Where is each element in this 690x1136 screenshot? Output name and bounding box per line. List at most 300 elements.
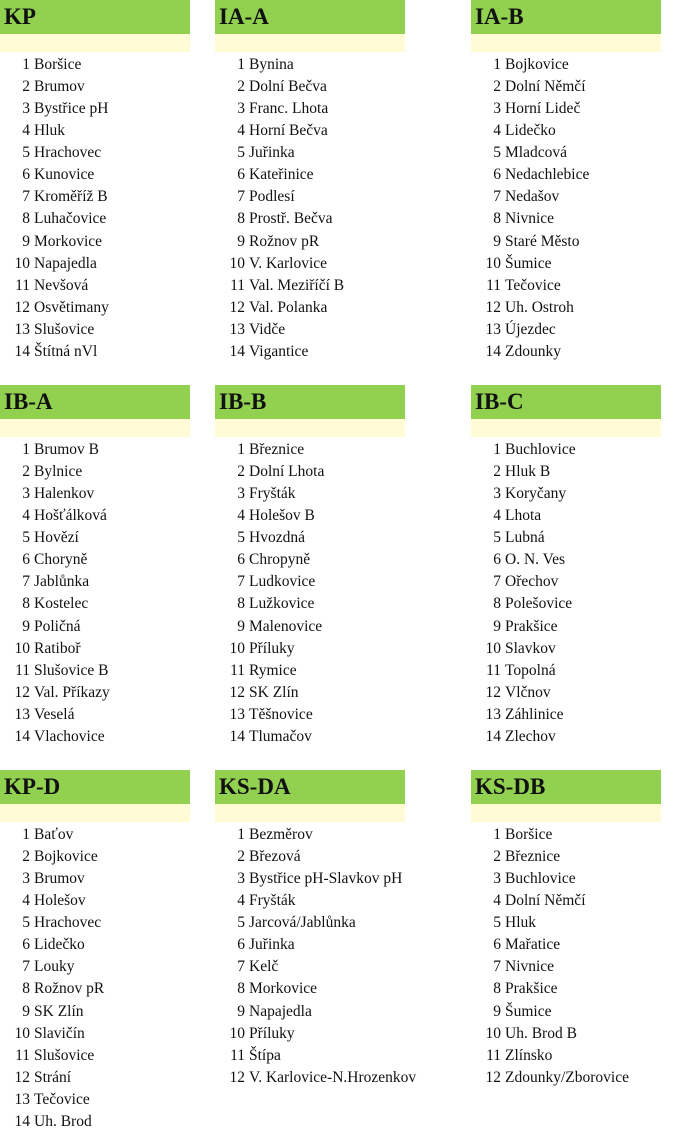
team-row <box>471 98 661 120</box>
team-rank: 11 <box>486 1046 501 1064</box>
team-name: Slušovice <box>34 1046 95 1064</box>
team-name: Choryně <box>34 551 88 569</box>
team-name: Bystřice pH <box>34 100 109 118</box>
team-row <box>0 1001 190 1023</box>
team-name: Nivnice <box>505 958 555 976</box>
team-rank: 5 <box>22 529 30 547</box>
team-name: Rožnov pR <box>34 980 105 998</box>
team-rank: 10 <box>229 254 245 272</box>
team-row <box>0 726 190 748</box>
team-rank: 11 <box>15 276 30 294</box>
group-header-band <box>215 419 405 437</box>
team-rank: 14 <box>229 727 245 745</box>
team-rank: 11 <box>486 661 501 679</box>
team-row <box>471 593 661 615</box>
team-row <box>471 319 661 341</box>
team-name: Buchlovice <box>505 441 576 458</box>
team-rank: 2 <box>237 848 245 866</box>
team-rank: 9 <box>237 1002 245 1020</box>
team-name: Vlachovice <box>34 727 105 745</box>
team-row <box>0 1023 190 1045</box>
team-name: Bezměrov <box>249 826 313 843</box>
team-name: SK Zlín <box>34 1002 84 1020</box>
team-row <box>215 164 405 186</box>
team-rank: 5 <box>493 914 501 932</box>
team-row <box>215 682 405 704</box>
team-name: Mařatice <box>505 936 561 954</box>
team-row <box>471 846 661 868</box>
team-name: Tečovice <box>505 276 561 294</box>
team-rank: 9 <box>493 617 501 635</box>
team-row <box>471 275 661 297</box>
team-name: Hluk B <box>505 463 551 481</box>
team-name: Buchlovice <box>505 870 576 888</box>
team-row <box>0 120 190 142</box>
team-rank: 13 <box>485 320 501 338</box>
team-name: Halenkov <box>34 485 95 503</box>
team-rank: 10 <box>229 1024 245 1042</box>
team-rank: 7 <box>493 958 501 976</box>
team-row <box>471 1001 661 1023</box>
team-row <box>0 231 190 253</box>
team-rank: 10 <box>229 639 245 657</box>
team-row <box>0 297 190 319</box>
team-row <box>0 505 190 527</box>
team-name: Boršice <box>34 56 82 73</box>
team-rank: 11 <box>230 661 245 679</box>
team-row <box>0 682 190 704</box>
team-name: Březnice <box>249 441 305 458</box>
team-rank: 12 <box>229 1068 245 1086</box>
team-rank: 14 <box>485 727 501 745</box>
group-title: IA-A <box>215 0 405 34</box>
team-row <box>471 120 661 142</box>
team-rank: 4 <box>493 892 501 910</box>
team-name: Zdounky <box>505 342 561 360</box>
team-name: Louky <box>34 958 75 976</box>
group-kp <box>0 0 190 363</box>
team-list <box>215 52 405 363</box>
team-name: Vidče <box>249 320 286 338</box>
team-row <box>0 319 190 341</box>
team-list <box>0 52 190 363</box>
team-name: Strání <box>34 1068 72 1086</box>
team-name: Prakšice <box>505 617 558 635</box>
team-row <box>0 142 190 164</box>
team-rank: 4 <box>237 122 245 140</box>
team-rank: 10 <box>485 1024 501 1042</box>
team-rank: 3 <box>493 100 501 118</box>
team-rank: 2 <box>22 848 30 866</box>
team-rank: 10 <box>485 254 501 272</box>
team-rank: 13 <box>14 320 30 338</box>
team-rank: 2 <box>493 463 501 481</box>
team-row <box>215 54 405 76</box>
team-row <box>215 505 405 527</box>
team-row <box>215 824 405 846</box>
team-name: Dolní Bečva <box>249 78 327 96</box>
team-row <box>471 978 661 1000</box>
team-row <box>215 1023 405 1045</box>
team-row <box>471 527 661 549</box>
team-row <box>215 120 405 142</box>
team-name: Baťov <box>34 826 74 843</box>
team-rank: 14 <box>229 342 245 360</box>
team-row <box>215 98 405 120</box>
group-header-band <box>215 804 405 822</box>
team-name: Lidečko <box>505 122 556 140</box>
team-name: Šumice <box>505 1002 552 1020</box>
team-rank: 14 <box>485 342 501 360</box>
team-row <box>215 846 405 868</box>
team-name: Ořechov <box>505 573 559 591</box>
team-name: Podlesí <box>249 188 295 206</box>
team-row <box>471 54 661 76</box>
team-name: Šumice <box>505 254 552 272</box>
team-row <box>0 846 190 868</box>
team-rank: 3 <box>22 485 30 503</box>
team-name: Morkovice <box>34 232 103 250</box>
team-rank: 2 <box>493 78 501 96</box>
team-row <box>0 164 190 186</box>
team-row <box>471 549 661 571</box>
team-name: Nedachlebice <box>505 166 590 184</box>
team-name: Hrachovec <box>34 144 102 162</box>
team-row <box>215 978 405 1000</box>
team-row <box>215 616 405 638</box>
team-name: Kelč <box>249 958 279 976</box>
team-name: Štítná nVl <box>34 342 98 360</box>
team-rank: 3 <box>237 485 245 503</box>
team-name: O. N. Ves <box>505 551 565 569</box>
team-row <box>0 934 190 956</box>
team-row <box>215 275 405 297</box>
team-rank: 3 <box>22 100 30 118</box>
team-name: Bojkovice <box>505 56 569 73</box>
team-rank: 6 <box>22 936 30 954</box>
team-name: Boršice <box>505 826 553 843</box>
team-name: Hluk <box>505 914 536 932</box>
team-name: Prostř. Bečva <box>249 210 333 228</box>
team-name: Topolná <box>505 661 556 679</box>
team-row <box>215 890 405 912</box>
team-rank: 3 <box>493 485 501 503</box>
team-row <box>0 1067 190 1089</box>
team-row <box>471 956 661 978</box>
team-name: Jablůnka <box>34 573 90 591</box>
team-row <box>0 253 190 275</box>
group-header-band <box>0 804 190 822</box>
team-rank: 8 <box>493 210 501 228</box>
team-name: Staré Město <box>505 232 580 250</box>
team-row <box>471 439 661 461</box>
team-row <box>215 461 405 483</box>
team-rank: 12 <box>14 683 30 701</box>
team-rank: 4 <box>237 507 245 525</box>
team-name: Val. Polanka <box>249 298 328 316</box>
team-rank: 9 <box>493 232 501 250</box>
team-rank: 4 <box>493 507 501 525</box>
team-rank: 10 <box>14 1024 30 1042</box>
team-name: Tečovice <box>34 1090 90 1108</box>
team-row <box>0 483 190 505</box>
team-row <box>215 912 405 934</box>
team-name: Horní Lideč <box>505 100 581 118</box>
team-rank: 6 <box>22 551 30 569</box>
team-rank: 5 <box>22 914 30 932</box>
team-rank: 8 <box>237 980 245 998</box>
team-row <box>215 549 405 571</box>
team-rank: 9 <box>493 1002 501 1020</box>
team-rank: 7 <box>493 188 501 206</box>
team-rank: 7 <box>237 188 245 206</box>
team-row <box>471 726 661 748</box>
team-rank: 4 <box>22 507 30 525</box>
team-rank: 6 <box>493 166 501 184</box>
team-rank: 7 <box>22 188 30 206</box>
team-name: Záhlinice <box>505 705 564 723</box>
team-name: Chropyně <box>249 551 311 569</box>
team-row <box>0 638 190 660</box>
group-ks-db <box>471 770 661 1089</box>
team-row <box>215 1067 417 1089</box>
team-name: Újezdec <box>505 320 556 338</box>
team-name: Malenovice <box>249 617 323 635</box>
team-row <box>215 868 405 890</box>
team-name: Hovězí <box>34 529 79 547</box>
team-name: Lubná <box>505 529 545 547</box>
team-row <box>215 638 405 660</box>
team-rank: 11 <box>230 1046 245 1064</box>
team-rank: 8 <box>22 595 30 613</box>
team-row <box>215 186 405 208</box>
team-rank: 8 <box>493 595 501 613</box>
team-rank: 5 <box>493 144 501 162</box>
team-row <box>0 76 190 98</box>
group-ib-a <box>0 385 190 748</box>
team-name: Bojkovice <box>34 848 98 866</box>
team-name: Vlčnov <box>505 683 551 701</box>
team-list <box>0 437 190 748</box>
team-row <box>0 54 190 76</box>
team-row <box>215 76 405 98</box>
team-name: Fryšták <box>249 892 296 910</box>
team-rank: 11 <box>15 1046 30 1064</box>
team-rank: 4 <box>22 122 30 140</box>
team-name: Luhačovice <box>34 210 107 228</box>
team-name: Bylnice <box>34 463 83 481</box>
team-rank: 1 <box>493 441 501 458</box>
team-rank: 5 <box>237 144 245 162</box>
team-row <box>471 76 661 98</box>
team-row <box>215 483 405 505</box>
group-header-band <box>471 34 661 52</box>
team-rank: 9 <box>237 617 245 635</box>
team-rank: 9 <box>22 1002 30 1020</box>
team-row <box>471 868 661 890</box>
team-rank: 3 <box>237 870 245 888</box>
team-name: Štípa <box>249 1046 281 1064</box>
team-rank: 12 <box>229 298 245 316</box>
team-rank: 6 <box>493 936 501 954</box>
team-name: Zdounky/Zborovice <box>505 1068 629 1086</box>
team-row <box>0 912 190 934</box>
team-rank: 8 <box>22 980 30 998</box>
team-row <box>0 1045 190 1067</box>
team-rank: 1 <box>493 826 501 843</box>
team-name: Dolní Lhota <box>249 463 325 481</box>
team-name: Příluky <box>249 639 295 657</box>
team-rank: 11 <box>486 276 501 294</box>
team-rank: 4 <box>22 892 30 910</box>
team-list <box>471 437 661 748</box>
group-title: IB-A <box>0 385 190 419</box>
group-ib-c <box>471 385 661 748</box>
team-name: Franc. Lhota <box>249 100 329 118</box>
team-row <box>0 275 190 297</box>
team-row <box>471 1067 661 1089</box>
team-name: Březová <box>249 848 301 866</box>
team-rank: 10 <box>485 639 501 657</box>
team-name: Poličná <box>34 617 81 635</box>
team-rank: 8 <box>493 980 501 998</box>
team-row <box>471 142 661 164</box>
team-row <box>215 253 405 275</box>
team-rank: 1 <box>237 826 245 843</box>
team-row <box>471 297 661 319</box>
team-name: Horní Bečva <box>249 122 328 140</box>
team-name: Polešovice <box>505 595 573 613</box>
team-name: Tlumačov <box>249 727 312 745</box>
team-rank: 3 <box>22 870 30 888</box>
group-header-band <box>471 419 661 437</box>
group-ia-b <box>471 0 661 363</box>
team-row <box>471 638 661 660</box>
team-name: Kunovice <box>34 166 95 184</box>
team-rank: 2 <box>237 78 245 96</box>
team-row <box>0 616 190 638</box>
team-rank: 9 <box>22 617 30 635</box>
team-row <box>471 616 661 638</box>
team-name: Ratiboř <box>34 639 81 657</box>
team-rank: 5 <box>237 914 245 932</box>
team-row <box>215 297 405 319</box>
team-rank: 4 <box>237 892 245 910</box>
team-name: V. Karlovice-N.Hrozenkov <box>249 1068 417 1086</box>
team-rank: 13 <box>229 320 245 338</box>
team-name: Lidečko <box>34 936 85 954</box>
team-rank: 5 <box>237 529 245 547</box>
team-name: Bystřice pH-Slavkov pH <box>249 870 403 888</box>
team-name: Rožnov pR <box>249 232 320 250</box>
team-name: Slušovice <box>34 320 95 338</box>
team-name: Holešov <box>34 892 86 910</box>
team-rank: 14 <box>14 342 30 360</box>
group-ia-a <box>215 0 405 363</box>
team-name: Slavičín <box>34 1024 85 1042</box>
team-rank: 5 <box>493 529 501 547</box>
team-row <box>471 704 661 726</box>
team-row <box>471 682 661 704</box>
group-header-band <box>0 419 190 437</box>
team-name: Dolní Němčí <box>505 78 586 96</box>
group-title: IB-C <box>471 385 661 419</box>
team-row <box>0 824 190 846</box>
team-row <box>0 98 190 120</box>
team-rank: 5 <box>22 144 30 162</box>
team-name: Kateřinice <box>249 166 314 184</box>
team-name: Uh. Brod B <box>505 1024 577 1042</box>
team-row <box>471 164 661 186</box>
team-row <box>215 341 405 363</box>
team-name: Holešov B <box>249 507 315 525</box>
team-name: SK Zlín <box>249 683 299 701</box>
team-list <box>215 437 405 748</box>
group-title: KP <box>0 0 190 34</box>
team-name: Těšnovice <box>249 705 313 723</box>
team-name: Juřinka <box>249 144 295 162</box>
team-name: Prakšice <box>505 980 558 998</box>
team-row <box>215 934 405 956</box>
team-name: Napajedla <box>249 1002 312 1020</box>
team-row <box>471 660 661 682</box>
team-rank: 6 <box>493 551 501 569</box>
team-name: Napajedla <box>34 254 97 272</box>
team-row <box>215 208 405 230</box>
team-row <box>471 890 661 912</box>
team-row <box>471 1045 661 1067</box>
team-name: Hošťálková <box>34 507 107 525</box>
team-name: Ludkovice <box>249 573 316 591</box>
team-rank: 7 <box>493 573 501 591</box>
team-row <box>215 527 405 549</box>
team-row <box>0 660 190 682</box>
team-name: Juřinka <box>249 936 295 954</box>
team-rank: 10 <box>14 254 30 272</box>
team-row <box>0 890 190 912</box>
team-row <box>0 571 190 593</box>
team-name: Koryčany <box>505 485 567 503</box>
team-name: Kostelec <box>34 595 89 613</box>
team-row <box>471 483 661 505</box>
group-header-band <box>215 34 405 52</box>
team-name: Val. Příkazy <box>34 683 110 701</box>
team-name: Vigantice <box>249 342 309 360</box>
team-name: Příluky <box>249 1024 295 1042</box>
team-row <box>471 934 661 956</box>
team-row <box>0 549 190 571</box>
group-title: KS-DB <box>471 770 661 804</box>
team-name: V. Karlovice <box>249 254 328 272</box>
team-rank: 2 <box>237 463 245 481</box>
team-row <box>215 1001 405 1023</box>
team-name: Uh. Brod <box>34 1112 92 1130</box>
team-rank: 8 <box>22 210 30 228</box>
team-rank: 7 <box>22 573 30 591</box>
team-row <box>0 1089 190 1111</box>
team-row <box>471 231 661 253</box>
group-kp-d <box>0 770 190 1133</box>
team-rank: 9 <box>237 232 245 250</box>
team-row <box>471 1023 661 1045</box>
team-name: Rymice <box>249 661 297 679</box>
team-row <box>471 253 661 275</box>
team-name: Brumov <box>34 78 85 96</box>
team-name: Brumov B <box>34 441 100 458</box>
team-rank: 13 <box>485 705 501 723</box>
team-row <box>471 341 661 363</box>
group-title: IB-B <box>215 385 405 419</box>
